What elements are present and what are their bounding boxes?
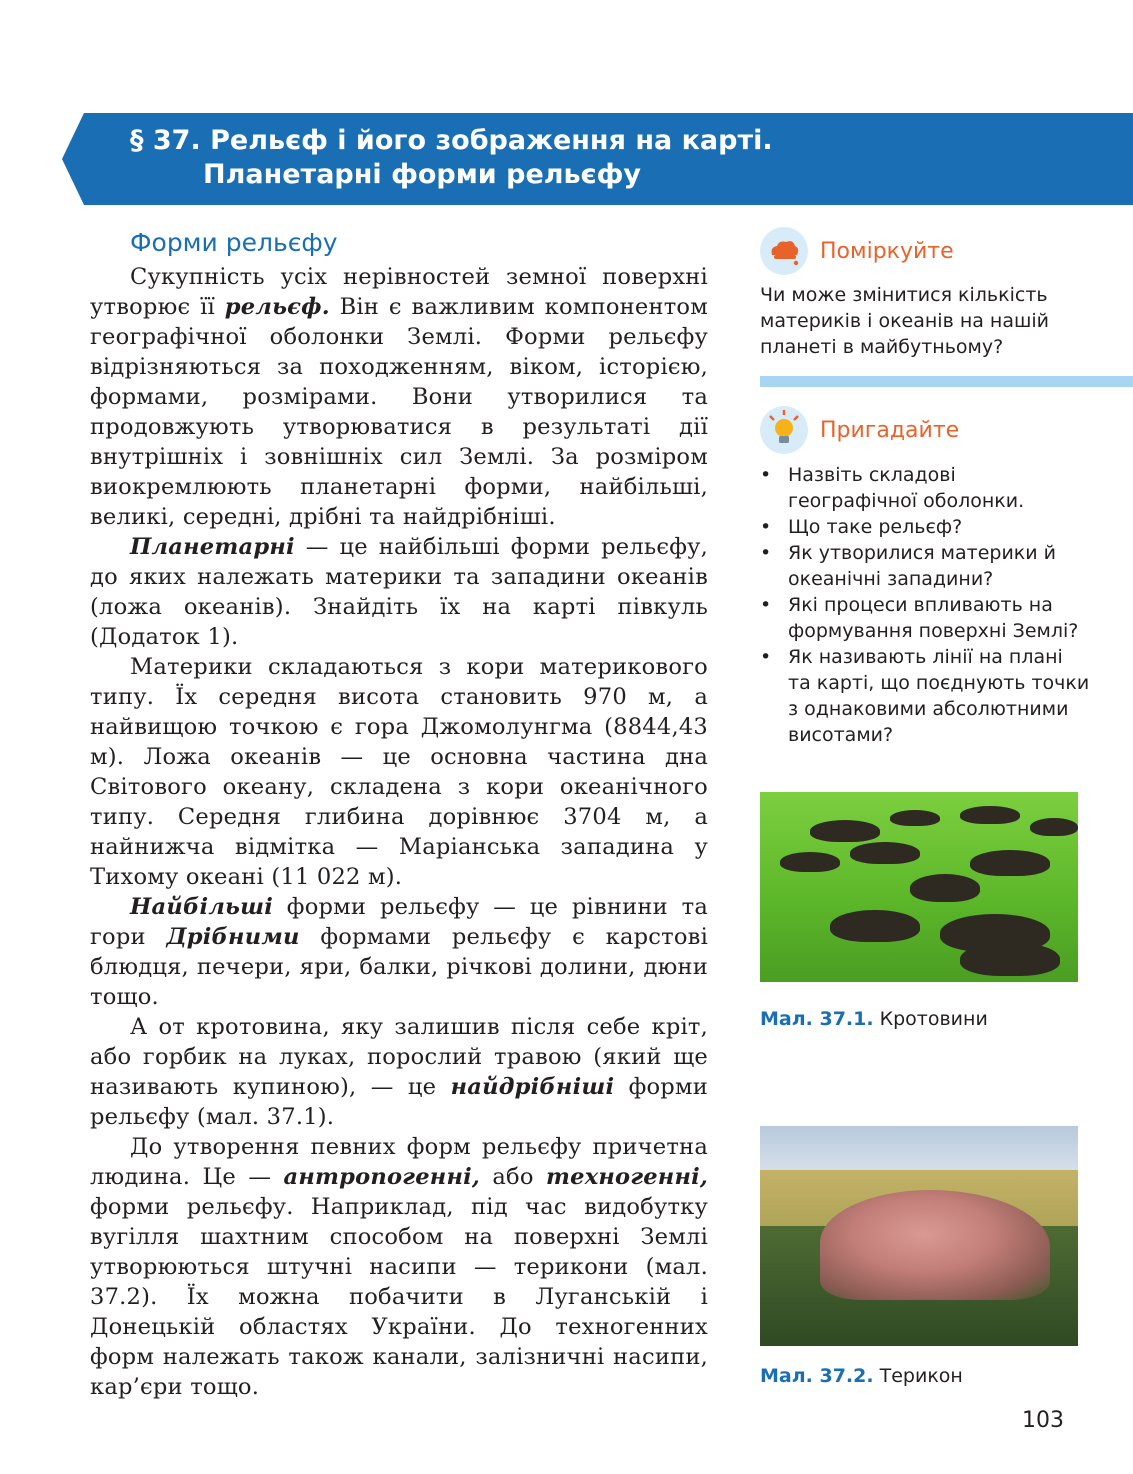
term-small: Дрібними	[166, 924, 300, 950]
term-planetary: Планетарні	[130, 534, 295, 560]
page-title	[130, 124, 830, 192]
figure-1-label: Мал. 37.1.	[760, 1008, 874, 1030]
recall-list	[760, 462, 1090, 748]
molehills-photo	[760, 792, 1078, 982]
think-heading	[760, 227, 954, 275]
think-question: Чи може змінитися кількість материків і океанів на нашій планеті в майбутньому?	[760, 284, 1050, 358]
spoil-heap-photo	[760, 1126, 1078, 1346]
recall-item: • Як утворилися материки й океанічні западини?	[760, 540, 1090, 592]
paragraph-5: А от кротовина, яку залишив після себе кріт, або горбик на луках, порослий травою (який ще називають купиною), — це найдрібніші форми рельєфу (мал. 37.1).	[90, 1014, 709, 1130]
term-largest: Найбільші	[130, 894, 274, 920]
term-relief: рельєф.	[224, 294, 330, 320]
paragraph-3: Материки складаються з кори материкового типу. Їх середня висота становить 970 м, а найвищою точкою є гора Джомолунгма (8844,43 м). Ложа океанів — це основна частина дна Світового океану, складена з кори океанічного типу. Середня глибина дорівнює 3704 м, а найнижча відмітка — Маріанська западина у Тихому океані (11 022 м).	[90, 654, 708, 890]
recall-list-container	[760, 462, 1090, 748]
sidebar-divider	[760, 376, 1133, 387]
thought-cloud-icon	[760, 227, 808, 275]
paragraph-6: До утворення певних форм рельєфу причетна людина. Це — антропогенні, або техногенні, форми рельєфу. Наприклад, під час видобутку вугілля шахтним способом на поверхні Землі утворюються штучні насипи — терикони (мал. 37.2). Їх можна побачити в Луганській і Донецькій областях України. До техногенних форм належать також канали, залізничні насипи, кар’єри тощо.	[90, 1134, 708, 1400]
recall-item: • Які процеси впливають на формування поверхні Землі?	[760, 592, 1090, 644]
term-anthropogenic: антропогенні,	[283, 1164, 480, 1190]
figure-1-caption: Мал. 37.1. Кротовини	[760, 1008, 988, 1030]
think-label: Поміркуйте	[820, 238, 954, 264]
paragraph-2: Планетарні — це найбільші форми рельєфу, до яких належать материки та западини океанів (ложа океанів). Знайдіть їх на карті півкуль (Додаток 1).	[90, 534, 708, 650]
lightbulb-icon	[760, 406, 808, 454]
recall-heading	[760, 406, 959, 454]
section-title: Форми рельєфу	[130, 228, 338, 257]
recall-item: • Що таке рельєф?	[760, 514, 1090, 540]
title-line-2: Планетарні форми рельєфу	[203, 159, 641, 190]
term-smallest: найдрібніші	[450, 1074, 615, 1100]
recall-item: • Назвіть складові географічної оболонки.	[760, 462, 1090, 514]
term-technogenic: техногенні,	[546, 1164, 708, 1190]
paragraph-1: Сукупність усіх нерівностей земної поверхні утворює її рельєф. Він є важливим компонентом географічної оболонки Землі. Форми рельєфу відрізняються за походженням, віком, історією, формами, розмірами. Вони утворилися та продовжують утворюватися в результаті дії внутрішніх і зовнішніх сил Землі. За розміром виокремлюють планетарні форми, найбільші, великі, середні, дрібні та найдрібніші.	[90, 264, 708, 530]
paragraph-4: Найбільші форми рельєфу — це рівнини та гори Дрібними формами рельєфу є карстові блюдця, печери, яри, балки, річкові долини, дюни тощо.	[90, 894, 708, 1010]
recall-label: Пригадайте	[820, 417, 960, 443]
figure-2-caption: Мал. 37.2. Терикон	[760, 1365, 963, 1387]
main-text	[90, 262, 708, 1402]
title-line-1: § 37. Рельєф і його зображення на карті.	[130, 125, 773, 156]
figure-2-label: Мал. 37.2.	[760, 1365, 874, 1387]
recall-item: • Як називають лінії на плані та карті, що поєднують точки з однаковими абсолютними висотами?	[760, 644, 1090, 748]
page-number: 103	[1022, 1408, 1064, 1433]
